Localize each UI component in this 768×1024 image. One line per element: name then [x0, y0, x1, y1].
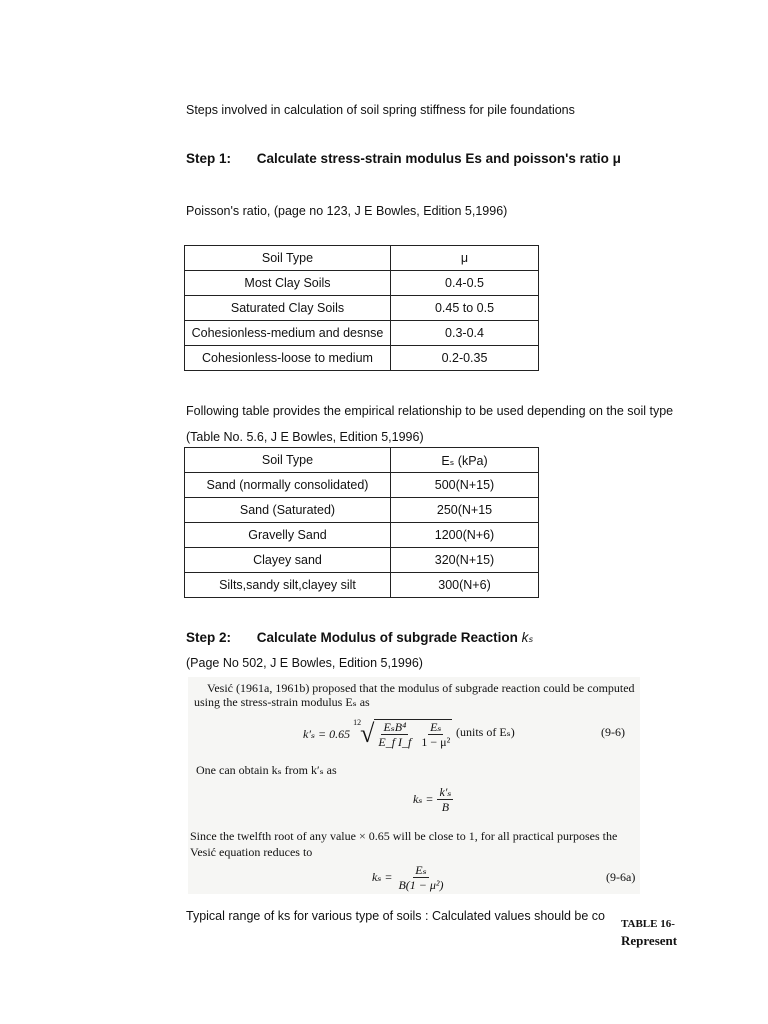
table-clip: [619, 916, 684, 954]
table-row: [185, 573, 539, 598]
eq2-den: B: [441, 799, 450, 814]
radical-icon: √: [360, 719, 375, 748]
table-row: [185, 246, 539, 271]
table-row: [185, 498, 539, 523]
step2-reference: (Page No 502, J E Bowles, Edition 5,1996): [186, 656, 423, 670]
table-cell: Cohesionless-medium and desnse: [185, 321, 391, 346]
eq1-num1: EₛB⁴: [383, 720, 407, 734]
step1-title: Calculate stress-strain modulus Es and poisson's ratio μ: [256, 151, 621, 166]
table-cell: 0.45 to 0.5: [391, 296, 539, 321]
scan-para3-line1: Since the twelfth root of any value × 0.65 will be close to 1, for all practical purposes the: [190, 829, 618, 843]
eq3-fraction: [396, 863, 445, 892]
es-table: [184, 447, 539, 598]
step2-symbol: kₛ: [521, 630, 534, 645]
table-cell: 250(N+15: [391, 498, 539, 523]
eq3-num: Eₛ: [415, 862, 427, 877]
step1-label: Step 1:: [186, 151, 232, 166]
eq1-num2: Eₛ: [430, 720, 442, 734]
eq2-fraction: [437, 785, 453, 814]
table-cell: 0.3-0.4: [391, 321, 539, 346]
table-header-cell: μ: [391, 246, 539, 271]
poisson-reference: Poisson's ratio, (page no 123, J E Bowles, Edition 5,1996): [186, 204, 508, 218]
table-cell: Silts,sandy silt,clayey silt: [185, 573, 391, 598]
step2-title: Calculate Modulus of subgrade Reaction: [256, 630, 518, 645]
table-row: [185, 346, 539, 371]
poisson-table: [184, 245, 539, 371]
eq2-lhs: kₛ =: [413, 791, 434, 806]
eq1-fraction-2: [419, 720, 452, 749]
eq2-num: k′ₛ: [439, 784, 452, 799]
table-cell: Sand (normally consolidated): [185, 473, 391, 498]
table-cell: Most Clay Soils: [185, 271, 391, 296]
table-row: [185, 523, 539, 548]
typical-range-text: Typical range of ks for various type of soils : Calculated values should be co: [186, 909, 605, 923]
table-cell: 300(N+6): [391, 573, 539, 598]
table-cell: 0.2-0.35: [391, 346, 539, 371]
table-cell: Sand (Saturated): [185, 498, 391, 523]
eq1-root-index: 12: [353, 718, 362, 727]
scan-para2: One can obtain kₛ from k′ₛ as: [196, 763, 337, 777]
table-cell: 1200(N+6): [391, 523, 539, 548]
eq1-units: (units of Eₛ): [456, 725, 515, 739]
equation-9-6a: [372, 860, 446, 894]
table-cell: Cohesionless-loose to medium: [185, 346, 391, 371]
intro-text: Steps involved in calculation of soil spring stiffness for pile foundations: [186, 103, 575, 117]
eq1-den2: 1 − μ²: [421, 735, 451, 749]
table-header-cell: Soil Type: [185, 246, 391, 271]
eq1-fraction-1: [376, 720, 413, 749]
table-row: [185, 473, 539, 498]
empirical-text: Following table provides the empirical relationship to be used depending on the soil type: [186, 404, 674, 418]
table-row: [185, 321, 539, 346]
equation-ks: [413, 782, 453, 816]
eq3-tag: (9-6a): [606, 870, 636, 884]
eq1-lhs: k′ₛ = 0.65: [303, 726, 351, 741]
table-row: [185, 548, 539, 573]
table-row: [185, 296, 539, 321]
table-cell: 0.4-0.5: [391, 271, 539, 296]
eq3-lhs: kₛ =: [372, 869, 393, 884]
eq1-den1: E_f I_f: [378, 735, 412, 749]
table-cell: 320(N+15): [391, 548, 539, 573]
empirical-reference: (Table No. 5.6, J E Bowles, Edition 5,1996): [186, 430, 424, 444]
table-clip-line1: TABLE 16-: [621, 918, 675, 930]
eq3-den: B(1 − μ²): [398, 877, 444, 892]
table-clip-line2: Represent: [621, 933, 678, 948]
scan-para1-line2: using the stress-strain modulus Eₛ as: [194, 695, 370, 709]
table-cell: Gravelly Sand: [185, 523, 391, 548]
table-cell: Clayey sand: [185, 548, 391, 573]
table-cell: 500(N+15): [391, 473, 539, 498]
step2-heading: [186, 630, 533, 646]
equation-9-6: [303, 716, 452, 752]
table-row: [185, 448, 539, 473]
table-cell: Saturated Clay Soils: [185, 296, 391, 321]
table-header-cell: Soil Type: [185, 448, 391, 473]
scan-para3-line2: Vesić equation reduces to: [190, 845, 313, 859]
step1-heading: [186, 151, 621, 166]
scan-para1-line1: Vesić (1961a, 1961b) proposed that the modulus of subgrade reaction could be computed: [207, 681, 635, 695]
step2-label: Step 2:: [186, 630, 232, 645]
table-row: [185, 271, 539, 296]
eq1-tag: (9-6): [601, 725, 625, 739]
table-header-cell: Eₛ (kPa): [391, 448, 539, 473]
